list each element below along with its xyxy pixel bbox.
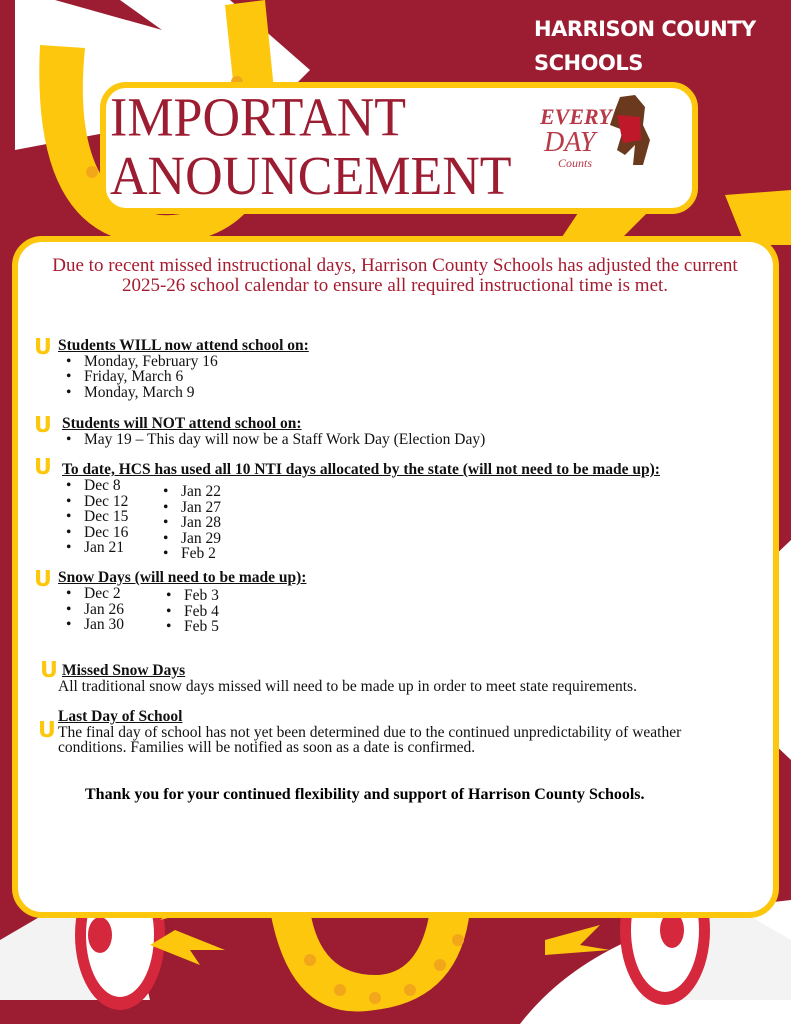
list-item: • Dec 8 xyxy=(66,478,128,494)
logo-counts: Counts xyxy=(558,156,593,170)
list-item: • Monday, March 9 xyxy=(66,385,309,401)
list-item: • Jan 22 xyxy=(163,484,221,500)
title-line1: IMPORTANT xyxy=(110,88,407,148)
list-item: • Monday, February 16 xyxy=(66,354,309,370)
list-item: • Feb 4 xyxy=(166,604,219,620)
list-item: • Jan 30 xyxy=(66,617,124,633)
section-last-day xyxy=(38,709,748,756)
list-item: • Dec 12 xyxy=(66,494,128,510)
list-item: • May 19 – This day will now be a Staff Work Day (Election Day) xyxy=(66,432,485,448)
section-nti-days xyxy=(34,455,660,562)
every-day-counts-logo xyxy=(540,104,612,171)
list-item: • Jan 27 xyxy=(163,500,221,516)
title-line2: ANOUNCEMENT xyxy=(110,146,512,207)
list-item: • Feb 5 xyxy=(166,619,219,635)
logo-day: DAY xyxy=(544,127,596,158)
list-item: • Feb 2 xyxy=(163,546,221,562)
list-item: • Dec 15 xyxy=(66,509,128,525)
section-not-attend xyxy=(34,413,486,448)
list-item: • Dec 16 xyxy=(66,525,128,541)
horseshoe-bullet-icon: ᑌ xyxy=(34,335,52,360)
section-heading: Students WILL now attend school on: xyxy=(58,337,309,354)
list-item: • Jan 21 xyxy=(66,540,128,556)
section-heading: Snow Days (will need to be made up): xyxy=(58,569,307,586)
page-title xyxy=(110,89,512,207)
thank-you-text: Thank you for your continued flexibility and support of Harrison County Schools. xyxy=(85,786,645,803)
horseshoe-bullet-icon: ᑌ xyxy=(40,658,58,683)
section-text: The final day of school has not yet been determined due to the continued unpredictability of weather conditions. Families will be notified as soon as a date is confirmed. xyxy=(58,723,682,756)
list-item: • Feb 3 xyxy=(166,588,219,604)
section-heading: Students will NOT attend school on: xyxy=(62,415,302,432)
section-heading: Missed Snow Days xyxy=(62,662,186,679)
section-text: All traditional snow days missed will need to be made up in order to meet state requirements. xyxy=(58,677,637,695)
mustang-mascot-icon xyxy=(605,95,655,167)
horseshoe-bullet-icon: ᑌ xyxy=(38,718,56,743)
list-item: • Jan 28 xyxy=(163,515,221,531)
section-heading: Last Day of School xyxy=(58,708,183,725)
school-name-line2: SCHOOLS xyxy=(534,51,643,75)
section-snow-days xyxy=(34,567,307,635)
list-item: • Jan 29 xyxy=(163,531,221,547)
logo-every: EVERY xyxy=(540,104,612,129)
horseshoe-bullet-icon: ᑌ xyxy=(34,413,52,438)
section-heading: To date, HCS has used all 10 NTI days allocated by the state (will not need to be made up): xyxy=(62,461,660,478)
section-will-attend xyxy=(34,335,309,401)
school-name xyxy=(534,12,756,80)
list-item: • Jan 26 xyxy=(66,602,124,618)
list-item: • Dec 2 xyxy=(66,586,124,602)
section-missed-snow-days xyxy=(40,658,740,695)
horseshoe-bullet-icon: ᑌ xyxy=(34,567,52,592)
list-item: • Friday, March 6 xyxy=(66,369,309,385)
school-name-line1: HARRISON COUNTY xyxy=(534,17,756,41)
horseshoe-bullet-icon: ᑌ xyxy=(34,455,52,480)
intro-text: Due to recent missed instructional days, Harrison County Schools has adjusted the current 2025-26 school calendar to ensure all required instructional time is met. xyxy=(52,255,738,296)
